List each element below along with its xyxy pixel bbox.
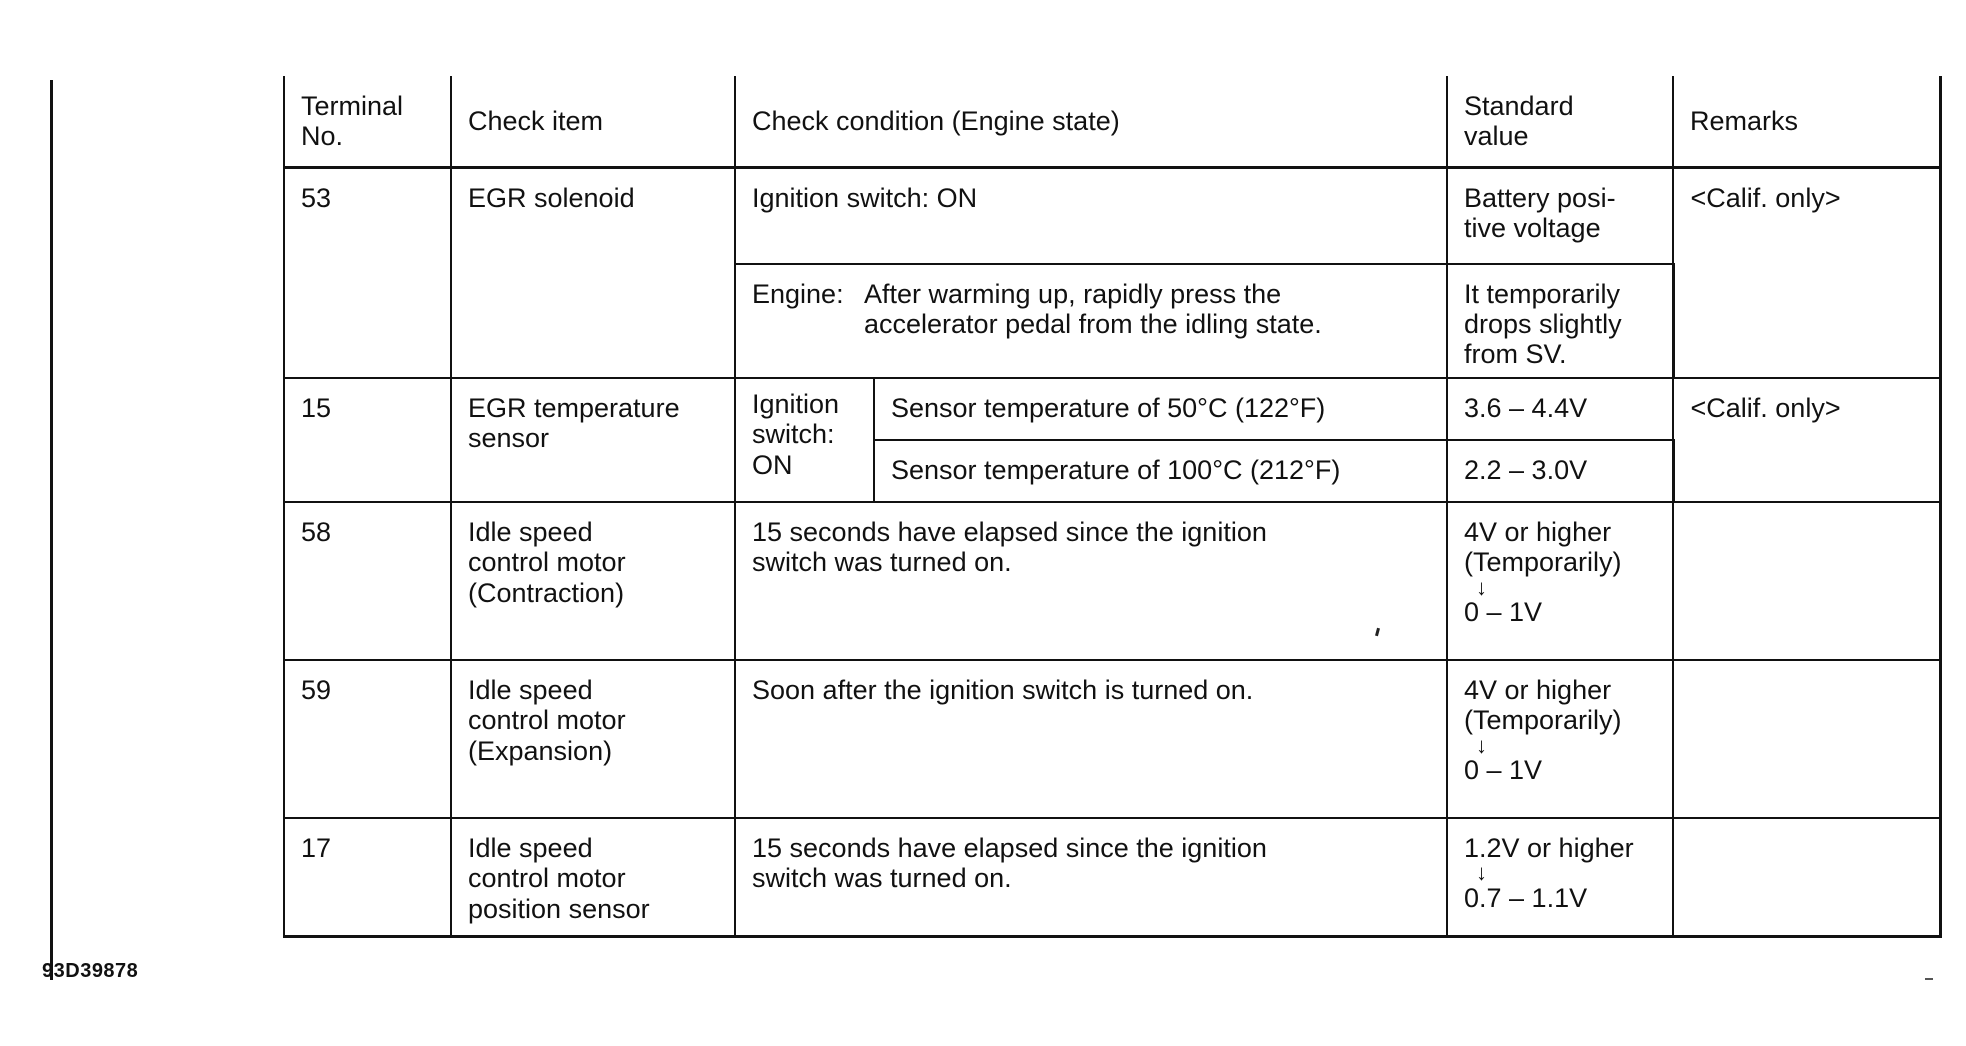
check-item-cell: Idle speed control motor position sensor xyxy=(451,818,735,936)
header-standard-value: Standard value xyxy=(1447,76,1673,168)
standard-value-cell xyxy=(1447,502,1673,660)
header-check-condition: Check condition (Engine state) xyxy=(735,76,1447,168)
remarks-cell xyxy=(1673,818,1940,936)
remarks-cell xyxy=(1673,502,1940,660)
condition-cell: 15 seconds have elapsed since the ignition switch was turned on. xyxy=(735,818,1447,936)
value-top: 4V or higher (Temporarily) xyxy=(1464,675,1622,736)
condition-cell xyxy=(735,264,1447,379)
standard-value-cell xyxy=(1447,818,1673,936)
header-remarks: Remarks xyxy=(1673,76,1940,168)
scan-speck xyxy=(1925,978,1933,980)
terminal-check-table xyxy=(283,76,1942,938)
table-row xyxy=(284,378,1940,440)
condition-cell: Ignition switch: ON xyxy=(735,168,1447,264)
condition-label: Engine: xyxy=(752,278,844,309)
header-terminal-no: Terminal No. xyxy=(284,76,451,168)
standard-value-cell: Battery posi- tive voltage xyxy=(1447,168,1673,264)
check-item-cell: Idle speed control motor (Contraction) xyxy=(451,502,735,660)
down-arrow-icon: ↓ xyxy=(1476,732,1487,758)
table-row xyxy=(284,660,1940,818)
header-check-item: Check item xyxy=(451,76,735,168)
terminal-no-cell: 58 xyxy=(284,502,451,660)
value-bottom: 0.7 – 1.1V xyxy=(1464,883,1588,914)
remarks-cell xyxy=(1673,660,1940,818)
condition-group-label: Ignition switch: ON xyxy=(735,378,874,502)
condition-cell: Sensor temperature of 100°C (212°F) xyxy=(874,440,1447,502)
check-item-cell: EGR solenoid xyxy=(451,168,735,379)
terminal-no-cell: 17 xyxy=(284,818,451,936)
down-arrow-icon: ↓ xyxy=(1476,860,1487,886)
check-item-cell: EGR temperature sensor xyxy=(451,378,735,502)
check-item-cell: Idle speed control motor (Expansion) xyxy=(451,660,735,818)
value-top: 4V or higher (Temporarily) xyxy=(1464,517,1622,578)
table-row xyxy=(284,818,1940,936)
condition-cell: Soon after the ignition switch is turned on. xyxy=(735,660,1447,818)
terminal-no-cell: 59 xyxy=(284,660,451,818)
table-row xyxy=(284,168,1940,264)
value-bottom: 0 – 1V xyxy=(1464,755,1543,786)
remarks-cell: <Calif. only> xyxy=(1673,378,1940,502)
standard-value-cell: 3.6 – 4.4V xyxy=(1447,378,1673,440)
figure-id: 93D39878 xyxy=(42,960,139,982)
value-top: 1.2V or higher xyxy=(1464,833,1634,864)
value-bottom: 0 – 1V xyxy=(1464,597,1543,628)
terminal-no-cell: 15 xyxy=(284,378,451,502)
condition-cell: Sensor temperature of 50°C (122°F) xyxy=(874,378,1447,440)
down-arrow-icon: ↓ xyxy=(1476,574,1487,600)
standard-value-cell: 2.2 – 3.0V xyxy=(1447,440,1673,502)
margin-rule xyxy=(50,80,53,980)
table-row xyxy=(284,502,1940,660)
condition-cell: 15 seconds have elapsed since the ignition switch was turned on. xyxy=(735,502,1447,660)
standard-value-cell xyxy=(1447,660,1673,818)
condition-text: After warming up, rapidly press the accelerator pedal from the idling state. xyxy=(864,278,1322,339)
remarks-cell: <Calif. only> xyxy=(1673,168,1940,379)
header-row xyxy=(284,76,1940,168)
standard-value-cell: It temporarily drops slightly from SV. xyxy=(1447,264,1673,379)
terminal-no-cell: 53 xyxy=(284,168,451,379)
